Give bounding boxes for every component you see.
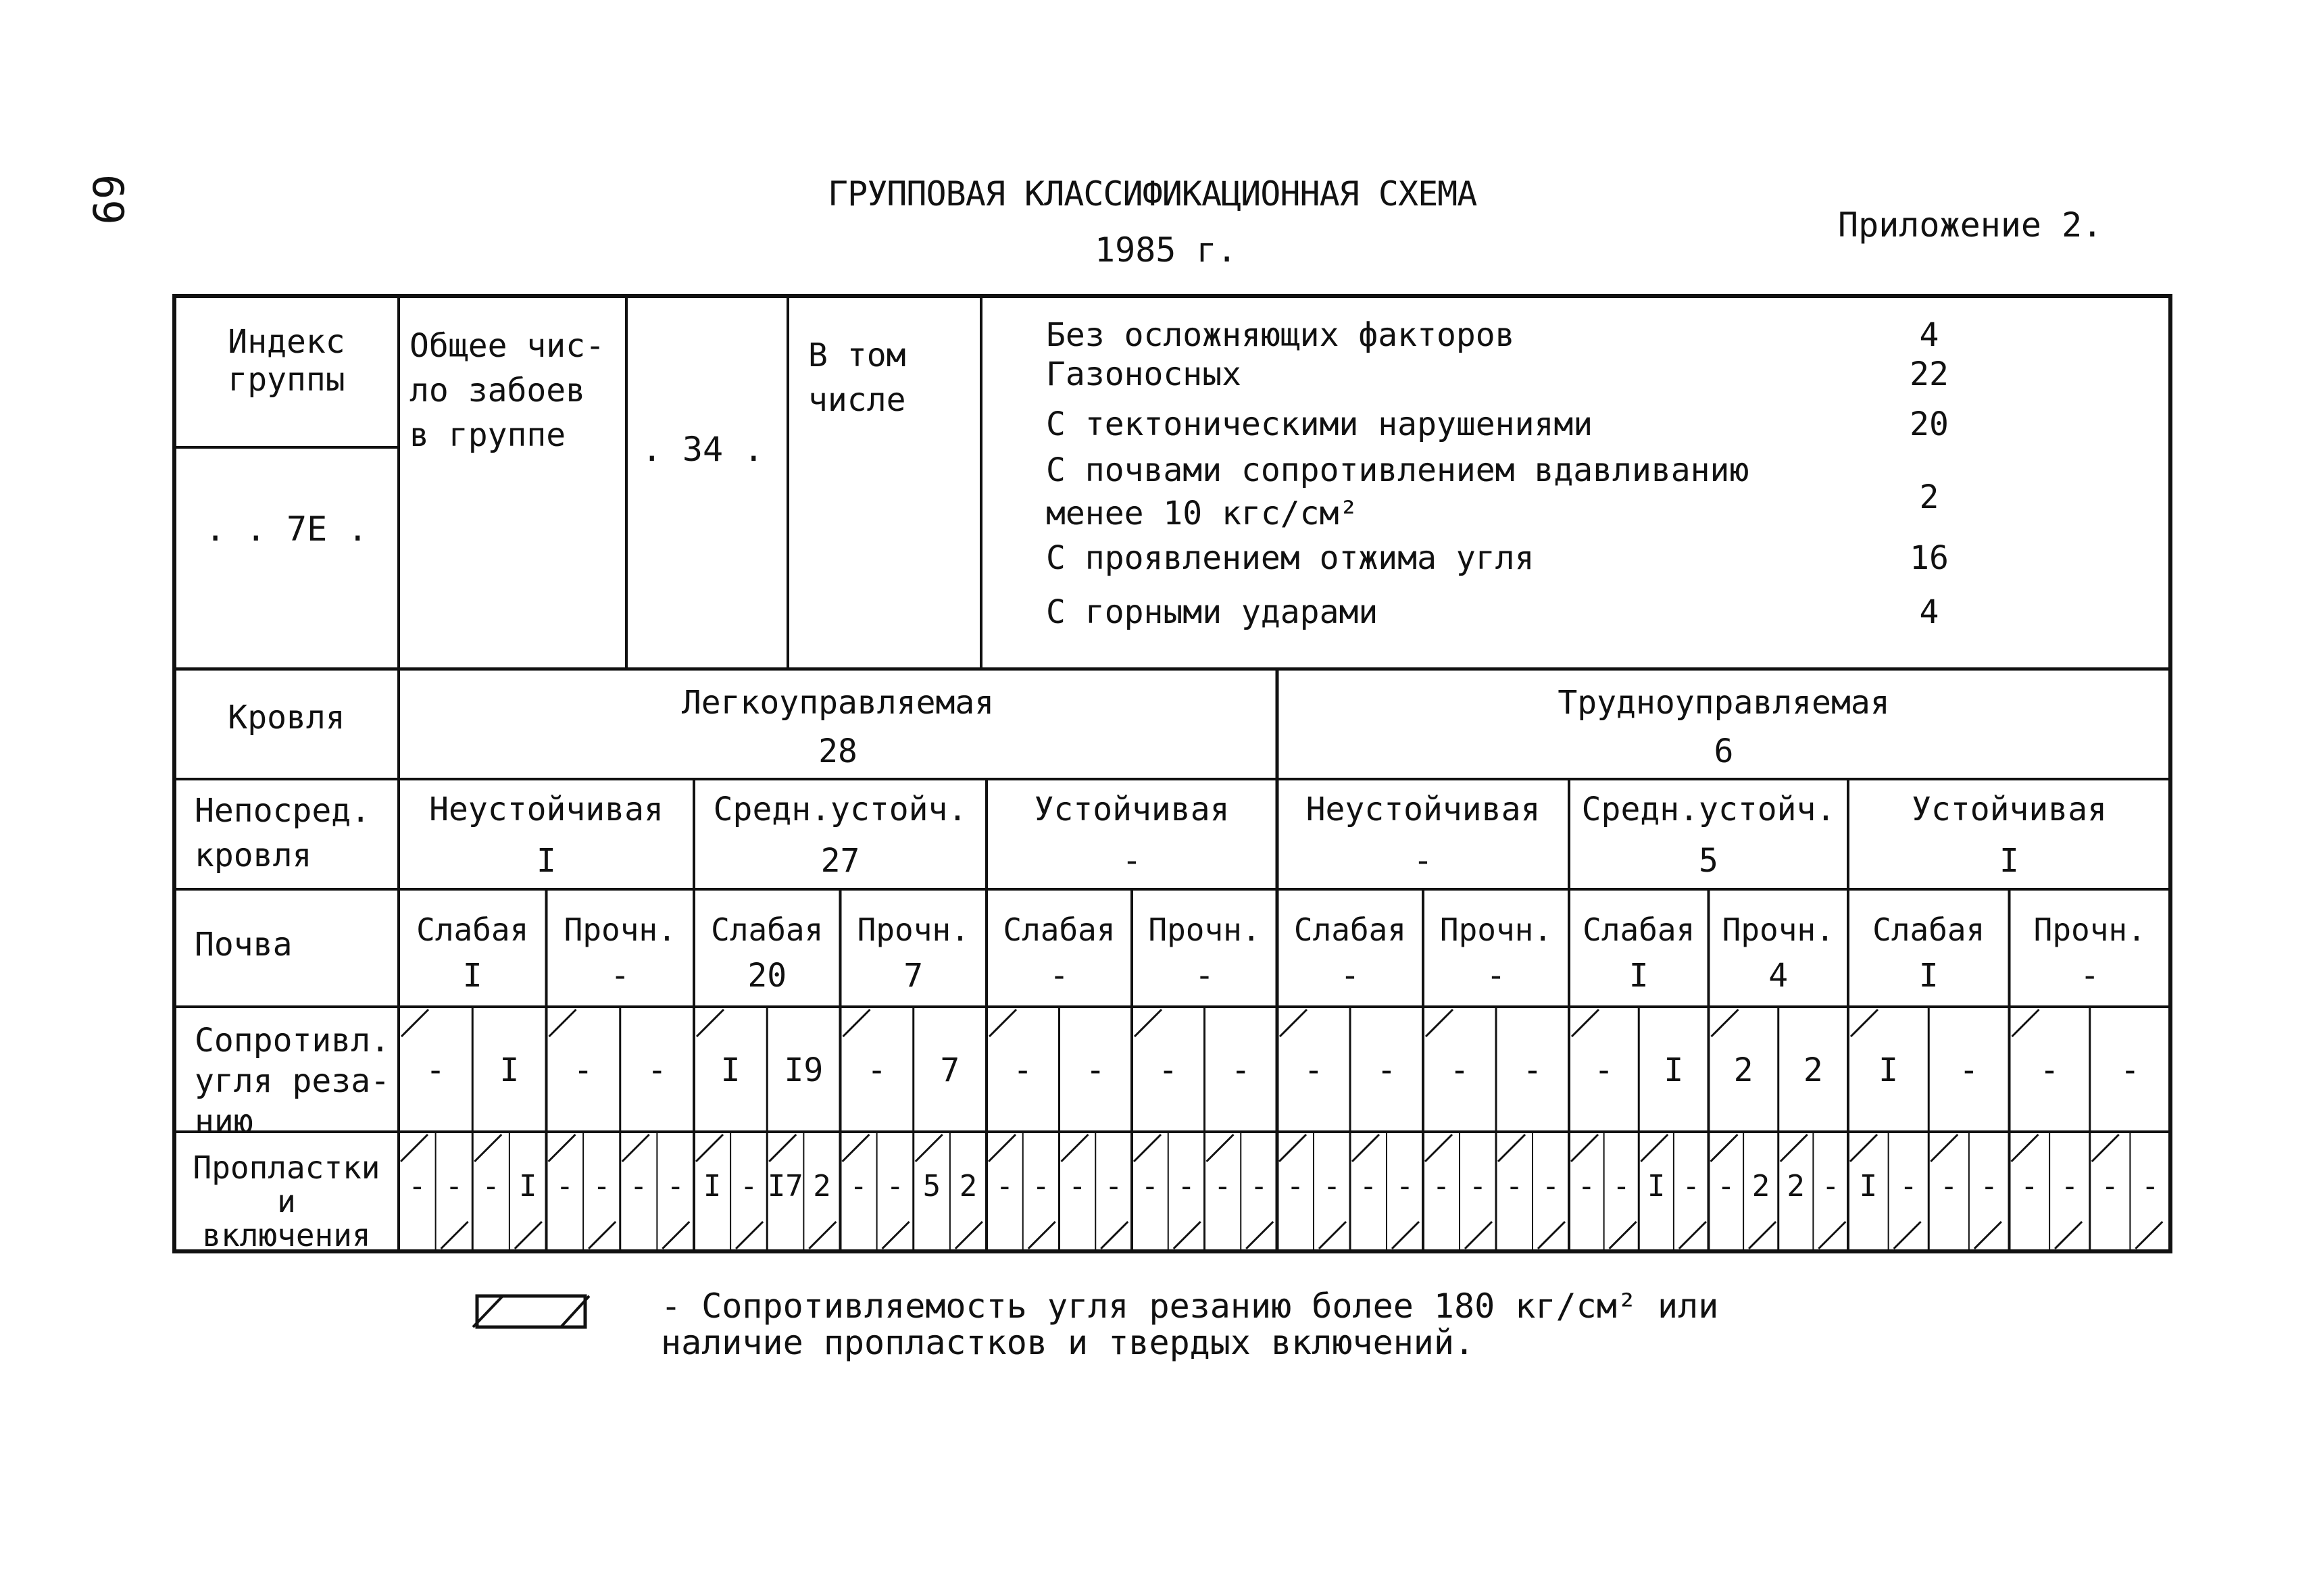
interlayer-value: -	[995, 1169, 1014, 1203]
factor-value: 20	[1910, 405, 1949, 443]
resistance-value: -	[2120, 1051, 2140, 1089]
row-label-interlayers: включения	[202, 1217, 371, 1253]
roof-type-label: Трудноуправляемая	[1558, 684, 1890, 722]
interlayer-value: I	[518, 1169, 537, 1203]
resistance-value: -	[1449, 1051, 1470, 1089]
resistance-hatch	[843, 1009, 870, 1037]
interlayer-value: 5	[922, 1169, 941, 1203]
interlayer-hatch	[622, 1134, 649, 1162]
interlayer-hatch	[1465, 1222, 1492, 1249]
soil-value: -	[1340, 957, 1360, 995]
index-label: Индекс	[228, 323, 345, 361]
interlayer-hatch	[1028, 1222, 1055, 1249]
resistance-value: -	[573, 1051, 593, 1089]
interlayer-hatch	[843, 1134, 870, 1162]
resistance-value: 2	[1803, 1051, 1823, 1089]
factor-value: 22	[1910, 355, 1949, 393]
interlayer-hatch	[769, 1134, 796, 1162]
soil-value: 20	[747, 957, 787, 995]
soil-label: Слабая	[1583, 912, 1695, 948]
interlayer-value: -	[1577, 1169, 1596, 1203]
interlayer-value: -	[445, 1169, 464, 1203]
direct-roof-label: Устойчивая	[1912, 791, 2107, 828]
factor-label: С тектоническими нарушениями	[1046, 405, 1593, 443]
resistance-hatch	[1280, 1009, 1307, 1037]
row-label-resistance: Сопротивл.	[195, 1022, 390, 1059]
interlayer-hatch	[1538, 1222, 1565, 1249]
interlayer-hatch	[916, 1134, 943, 1162]
interlayer-value: 2	[813, 1169, 831, 1203]
row-label-direct-roof: Непосред.	[195, 792, 371, 830]
resistance-value: I	[1664, 1051, 1684, 1089]
row-label-resistance: нию	[195, 1103, 253, 1141]
interlayer-value: -	[1468, 1169, 1487, 1203]
interlayer-hatch	[1931, 1134, 1958, 1162]
interlayer-value: -	[1541, 1169, 1560, 1203]
direct-roof-label: Устойчивая	[1034, 791, 1230, 828]
index-label: группы	[228, 361, 345, 399]
interlayer-hatch	[1711, 1134, 1738, 1162]
total-faces-label: Общее чис-	[409, 327, 605, 365]
interlayer-hatch	[1498, 1134, 1525, 1162]
row-label-roof: Кровля	[228, 699, 345, 737]
resistance-value: I9	[784, 1051, 824, 1089]
interlayer-hatch	[1679, 1222, 1706, 1249]
legend-text-line-2: наличие пропластков и твердых включений.	[661, 1323, 1475, 1362]
resistance-value: I	[720, 1051, 741, 1089]
interlayer-hatch	[2135, 1222, 2162, 1249]
interlayer-hatch	[1571, 1134, 1598, 1162]
roof-type-value: 28	[818, 732, 857, 770]
interlayer-hatch	[662, 1222, 689, 1249]
soil-label: Прочн.	[857, 912, 970, 948]
interlayer-hatch	[441, 1222, 468, 1249]
resistance-value: 2	[1733, 1051, 1753, 1089]
soil-label: Прочн.	[1722, 912, 1835, 948]
interlayer-hatch	[989, 1134, 1016, 1162]
resistance-value: 7	[940, 1051, 960, 1089]
interlayer-hatch	[1134, 1134, 1161, 1162]
interlayer-hatch	[1749, 1222, 1776, 1249]
including-label: В том	[808, 336, 906, 374]
soil-label: Прочн.	[564, 912, 676, 948]
interlayer-value: I	[1859, 1169, 1878, 1203]
legend-text-line-1: - Сопротивляемость угля резанию более 180 кг/см² или	[661, 1287, 1719, 1326]
interlayer-value: -	[1104, 1169, 1123, 1203]
document-year: 1985 г.	[1095, 230, 1237, 270]
row-label-soil: Почва	[195, 926, 293, 964]
interlayer-hatch	[1781, 1134, 1808, 1162]
resistance-hatch	[401, 1009, 428, 1037]
direct-roof-value: I	[1999, 842, 2019, 880]
including-label: числе	[808, 381, 906, 419]
row-label-interlayers: Пропластки	[193, 1149, 380, 1186]
resistance-value: -	[2039, 1051, 2060, 1089]
resistance-hatch	[549, 1009, 576, 1037]
resistance-value: -	[1085, 1051, 1105, 1089]
interlayer-hatch	[1610, 1222, 1637, 1249]
interlayer-value: -	[1286, 1169, 1305, 1203]
resistance-value: -	[1230, 1051, 1251, 1089]
interlayer-hatch	[736, 1222, 763, 1249]
resistance-value: -	[1013, 1051, 1033, 1089]
interlayer-hatch	[1894, 1222, 1921, 1249]
resistance-value: -	[867, 1051, 887, 1089]
interlayer-hatch	[1425, 1134, 1452, 1162]
factor-label: Газоносных	[1046, 355, 1241, 393]
soil-value: -	[1195, 957, 1214, 995]
resistance-hatch	[1426, 1009, 1453, 1037]
total-faces-value: . 34 .	[641, 430, 764, 469]
resistance-value: -	[426, 1051, 446, 1089]
resistance-hatch	[2012, 1009, 2039, 1037]
interlayer-value: I	[1647, 1169, 1666, 1203]
direct-roof-value: I	[537, 842, 556, 880]
interlayer-value: -	[629, 1169, 648, 1203]
interlayer-hatch	[1174, 1222, 1201, 1249]
interlayer-hatch	[1392, 1222, 1419, 1249]
resistance-value: -	[1376, 1051, 1397, 1089]
resistance-value: -	[1594, 1051, 1614, 1089]
interlayer-value: -	[886, 1169, 904, 1203]
resistance-hatch	[1572, 1009, 1599, 1037]
roof-type-value: 6	[1714, 732, 1734, 770]
resistance-hatch	[1712, 1009, 1739, 1037]
interlayer-value: I7	[767, 1169, 803, 1203]
legend-hatched-box	[477, 1296, 585, 1327]
interlayer-value: -	[1068, 1169, 1087, 1203]
interlayer-hatch	[2092, 1134, 2119, 1162]
interlayer-value: -	[1899, 1169, 1918, 1203]
soil-value: -	[610, 957, 630, 995]
soil-value: 7	[903, 957, 924, 995]
interlayer-hatch	[1101, 1222, 1128, 1249]
soil-label: Слабая	[1293, 912, 1407, 948]
resistance-value: I	[1878, 1051, 1899, 1089]
interlayer-hatch	[1062, 1134, 1089, 1162]
interlayer-value: -	[1032, 1169, 1050, 1203]
soil-label: Прочн.	[1439, 912, 1553, 948]
interlayer-value: 2	[959, 1169, 978, 1203]
interlayer-value: -	[1612, 1169, 1631, 1203]
resistance-hatch	[989, 1009, 1016, 1037]
resistance-value: -	[1303, 1051, 1324, 1089]
interlayer-value: -	[1177, 1169, 1195, 1203]
soil-value: I	[1918, 957, 1939, 995]
factor-label: Без осложняющих факторов	[1046, 316, 1515, 354]
interlayer-hatch	[1352, 1134, 1379, 1162]
row-label-resistance: угля реза-	[195, 1062, 390, 1100]
interlayer-hatch	[1641, 1134, 1668, 1162]
soil-label: Прочн.	[2033, 912, 2146, 948]
row-label-interlayers: и	[277, 1183, 296, 1220]
soil-value: I	[462, 957, 482, 995]
resistance-hatch	[1851, 1009, 1878, 1037]
factor-value: 4	[1919, 593, 1939, 631]
interlayer-hatch	[696, 1134, 723, 1162]
interlayer-hatch	[882, 1222, 910, 1249]
interlayer-value: -	[1141, 1169, 1160, 1203]
soil-label: Слабая	[1003, 912, 1116, 948]
interlayer-hatch	[1279, 1134, 1306, 1162]
resistance-value: -	[1522, 1051, 1543, 1089]
direct-roof-label: Средн.устойч.	[713, 791, 968, 828]
interlayer-value: 2	[1787, 1169, 1805, 1203]
soil-value: -	[2080, 957, 2100, 995]
interlayer-hatch	[2055, 1222, 2082, 1249]
interlayer-value: -	[739, 1169, 758, 1203]
direct-roof-value: 27	[820, 842, 860, 880]
interlayer-hatch	[1319, 1222, 1346, 1249]
interlayer-value: -	[2060, 1169, 2079, 1203]
soil-value: -	[1486, 957, 1506, 995]
interlayer-hatch	[809, 1222, 836, 1249]
direct-roof-value: -	[1122, 842, 1142, 880]
interlayer-hatch	[1207, 1134, 1234, 1162]
interlayer-value: -	[482, 1169, 500, 1203]
page-number: 69	[83, 174, 132, 225]
interlayer-hatch	[1974, 1222, 2001, 1249]
factor-value: 2	[1919, 478, 1939, 516]
interlayer-hatch	[549, 1134, 576, 1162]
interlayer-hatch	[401, 1134, 428, 1162]
direct-roof-label: Средн.устойч.	[1581, 791, 1836, 828]
interlayer-value: -	[1682, 1169, 1700, 1203]
factor-label: С горными ударами	[1046, 593, 1378, 631]
interlayer-value: -	[849, 1169, 868, 1203]
resistance-hatch	[697, 1009, 724, 1037]
document-title: ГРУППОВАЯ КЛАССИФИКАЦИОННАЯ СХЕМА	[828, 174, 1477, 214]
interlayer-value: -	[1821, 1169, 1840, 1203]
factor-label: С проявлением отжима угля	[1046, 539, 1535, 577]
resistance-value: -	[1959, 1051, 1979, 1089]
interlayer-hatch	[1246, 1222, 1273, 1249]
interlayer-value: -	[1214, 1169, 1232, 1203]
factor-value: 4	[1919, 316, 1939, 354]
interlayer-value: -	[1432, 1169, 1451, 1203]
interlayer-value: -	[593, 1169, 611, 1203]
interlayer-value: -	[2101, 1169, 2119, 1203]
interlayer-value: -	[1359, 1169, 1378, 1203]
resistance-hatch	[1135, 1009, 1162, 1037]
interlayer-value: -	[1249, 1169, 1268, 1203]
interlayer-value: -	[1322, 1169, 1341, 1203]
interlayer-value: I	[703, 1169, 722, 1203]
interlayer-value: -	[1939, 1169, 1958, 1203]
factor-label: менее 10 кгс/см²	[1046, 495, 1359, 532]
interlayer-value: -	[408, 1169, 426, 1203]
interlayer-hatch	[515, 1222, 542, 1249]
soil-label: Слабая	[1872, 912, 1985, 948]
soil-label: Прочн.	[1148, 912, 1261, 948]
interlayer-value: -	[1395, 1169, 1414, 1203]
soil-label: Слабая	[711, 912, 824, 948]
interlayer-value: -	[1980, 1169, 1998, 1203]
resistance-value: -	[1158, 1051, 1178, 1089]
direct-roof-value: 5	[1699, 842, 1718, 880]
resistance-value: -	[647, 1051, 667, 1089]
row-label-direct-roof: кровля	[195, 837, 312, 874]
interlayer-value: -	[2020, 1169, 2039, 1203]
interlayer-value: 2	[1751, 1169, 1770, 1203]
direct-roof-label: Неустойчивая	[1305, 791, 1541, 828]
roof-type-label: Легкоуправляемая	[681, 684, 995, 722]
soil-value: -	[1049, 957, 1069, 995]
interlayer-hatch	[955, 1222, 982, 1249]
appendix-label: Приложение 2.	[1838, 205, 2103, 245]
soil-value: I	[1628, 957, 1649, 995]
interlayer-value: -	[2141, 1169, 2160, 1203]
soil-label: Слабая	[416, 912, 529, 948]
interlayer-value: -	[1505, 1169, 1524, 1203]
interlayer-hatch	[1818, 1222, 1845, 1249]
interlayer-hatch	[2012, 1134, 2039, 1162]
interlayer-value: -	[1717, 1169, 1735, 1203]
interlayer-value: -	[666, 1169, 684, 1203]
interlayer-value: -	[555, 1169, 574, 1203]
direct-roof-label: Неустойчивая	[429, 791, 664, 828]
interlayer-hatch	[474, 1134, 501, 1162]
interlayer-hatch	[589, 1222, 616, 1249]
total-faces-label: в группе	[409, 416, 566, 454]
factor-label: С почвами сопротивлением вдавливанию	[1046, 451, 1749, 489]
interlayer-hatch	[1850, 1134, 1877, 1162]
total-faces-label: ло забоев	[409, 372, 586, 409]
index-value: . . 7E .	[205, 509, 368, 549]
resistance-value: I	[499, 1051, 520, 1089]
factor-value: 16	[1910, 539, 1949, 577]
soil-value: 4	[1768, 957, 1789, 995]
direct-roof-value: -	[1413, 842, 1433, 880]
